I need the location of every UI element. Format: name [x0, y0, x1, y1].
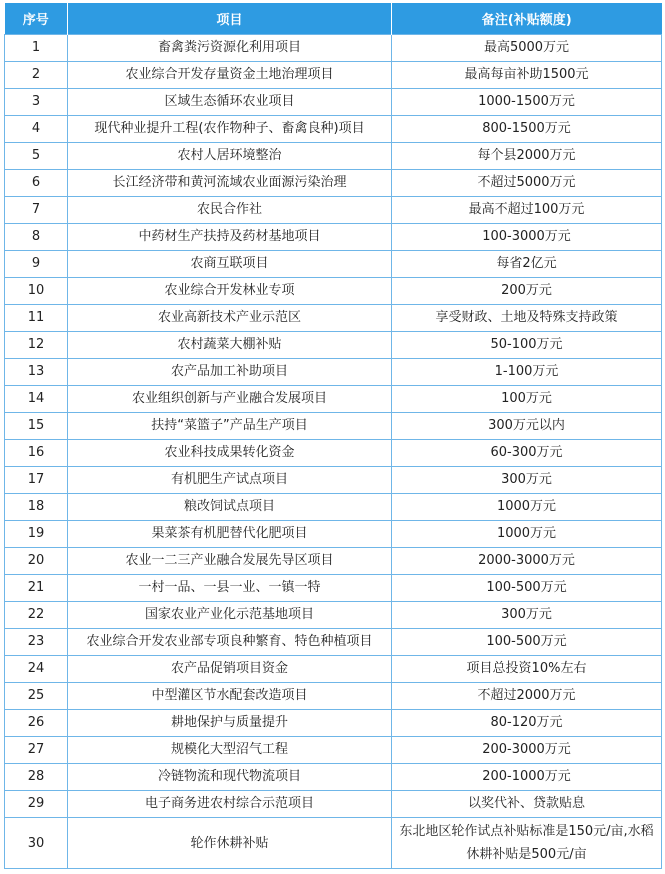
row-project: 农产品促销项目资金 [68, 656, 392, 683]
row-project: 国家农业产业化示范基地项目 [68, 602, 392, 629]
row-remark: 60-300万元 [392, 440, 662, 467]
table-row [5, 224, 662, 251]
row-remark: 1000-1500万元 [392, 89, 662, 116]
table-row [5, 89, 662, 116]
table-row [5, 440, 662, 467]
row-index: 2 [5, 62, 68, 89]
row-project: 农民合作社 [68, 197, 392, 224]
row-index: 29 [5, 791, 68, 818]
table-header [5, 3, 662, 35]
row-index: 22 [5, 602, 68, 629]
row-project: 农业组织创新与产业融合发展项目 [68, 386, 392, 413]
row-remark: 项目总投资10%左右 [392, 656, 662, 683]
row-project: 耕地保护与质量提升 [68, 710, 392, 737]
table-row [5, 305, 662, 332]
row-index: 23 [5, 629, 68, 656]
row-index: 10 [5, 278, 68, 305]
row-project: 一村一品、一县一业、一镇一特 [68, 575, 392, 602]
row-index: 4 [5, 116, 68, 143]
table-row [5, 764, 662, 791]
row-project: 农村蔬菜大棚补贴 [68, 332, 392, 359]
row-index: 11 [5, 305, 68, 332]
row-remark: 200万元 [392, 278, 662, 305]
row-remark: 1000万元 [392, 494, 662, 521]
table-row [5, 170, 662, 197]
table-row [5, 197, 662, 224]
table-row [5, 62, 662, 89]
table-row [5, 521, 662, 548]
row-project: 农业高新技术产业示范区 [68, 305, 392, 332]
table-row [5, 116, 662, 143]
row-project: 轮作休耕补贴 [68, 818, 392, 869]
row-remark: 最高5000万元 [392, 35, 662, 62]
table-row [5, 656, 662, 683]
row-index: 14 [5, 386, 68, 413]
row-remark: 300万元以内 [392, 413, 662, 440]
row-index: 19 [5, 521, 68, 548]
row-index: 6 [5, 170, 68, 197]
row-remark: 300万元 [392, 602, 662, 629]
row-index: 12 [5, 332, 68, 359]
row-project: 果菜茶有机肥替代化肥项目 [68, 521, 392, 548]
row-project: 扶持“菜篮子”产品生产项目 [68, 413, 392, 440]
row-index: 17 [5, 467, 68, 494]
row-remark: 2000-3000万元 [392, 548, 662, 575]
row-remark: 不超过2000万元 [392, 683, 662, 710]
table-row [5, 467, 662, 494]
row-project: 农业科技成果转化资金 [68, 440, 392, 467]
table-row [5, 251, 662, 278]
header-project: 项目 [68, 3, 392, 35]
row-remark: 每个县2000万元 [392, 143, 662, 170]
table-row [5, 35, 662, 62]
row-remark: 200-1000万元 [392, 764, 662, 791]
table-row [5, 575, 662, 602]
row-index: 15 [5, 413, 68, 440]
row-project: 区域生态循环农业项目 [68, 89, 392, 116]
table-row [5, 413, 662, 440]
row-index: 5 [5, 143, 68, 170]
subsidy-table [4, 3, 662, 869]
table-row [5, 332, 662, 359]
row-remark: 80-120万元 [392, 710, 662, 737]
row-remark: 不超过5000万元 [392, 170, 662, 197]
row-index: 27 [5, 737, 68, 764]
row-project: 农业综合开发林业专项 [68, 278, 392, 305]
row-project: 畜禽粪污资源化利用项目 [68, 35, 392, 62]
row-remark: 100-500万元 [392, 575, 662, 602]
row-index: 20 [5, 548, 68, 575]
table-row [5, 683, 662, 710]
row-project: 电子商务进农村综合示范项目 [68, 791, 392, 818]
row-remark: 200-3000万元 [392, 737, 662, 764]
row-index: 8 [5, 224, 68, 251]
row-project: 农业综合开发农业部专项良种繁育、特色种植项目 [68, 629, 392, 656]
table-row [5, 818, 662, 869]
row-remark: 1000万元 [392, 521, 662, 548]
row-index: 3 [5, 89, 68, 116]
row-project: 冷链物流和现代物流项目 [68, 764, 392, 791]
table-row [5, 710, 662, 737]
row-project: 农产品加工补助项目 [68, 359, 392, 386]
row-project: 农业一二三产业融合发展先导区项目 [68, 548, 392, 575]
row-remark: 享受财政、土地及特殊支持政策 [392, 305, 662, 332]
row-remark: 50-100万元 [392, 332, 662, 359]
row-index: 16 [5, 440, 68, 467]
row-remark: 最高不超过100万元 [392, 197, 662, 224]
row-project: 中型灌区节水配套改造项目 [68, 683, 392, 710]
table-body [5, 35, 662, 869]
row-index: 21 [5, 575, 68, 602]
table-row [5, 548, 662, 575]
row-remark: 每省2亿元 [392, 251, 662, 278]
row-project: 农商互联项目 [68, 251, 392, 278]
subsidy-table-container [4, 3, 661, 869]
table-row [5, 629, 662, 656]
table-row [5, 143, 662, 170]
table-row [5, 494, 662, 521]
row-remark: 100万元 [392, 386, 662, 413]
row-remark: 800-1500万元 [392, 116, 662, 143]
row-remark: 东北地区轮作试点补贴标准是150元/亩,水稻休耕补贴是500元/亩 [392, 818, 662, 869]
row-index: 28 [5, 764, 68, 791]
row-project: 粮改饲试点项目 [68, 494, 392, 521]
header-index: 序号 [5, 3, 68, 35]
table-row [5, 791, 662, 818]
row-remark: 300万元 [392, 467, 662, 494]
table-row [5, 278, 662, 305]
row-remark: 1-100万元 [392, 359, 662, 386]
row-index: 13 [5, 359, 68, 386]
row-index: 30 [5, 818, 68, 869]
row-index: 18 [5, 494, 68, 521]
table-row [5, 386, 662, 413]
row-project: 长江经济带和黄河流域农业面源污染治理 [68, 170, 392, 197]
table-row [5, 602, 662, 629]
row-index: 26 [5, 710, 68, 737]
table-row [5, 737, 662, 764]
row-remark: 100-500万元 [392, 629, 662, 656]
row-project: 有机肥生产试点项目 [68, 467, 392, 494]
row-index: 24 [5, 656, 68, 683]
row-project: 规模化大型沼气工程 [68, 737, 392, 764]
table-row [5, 359, 662, 386]
row-index: 9 [5, 251, 68, 278]
row-index: 1 [5, 35, 68, 62]
row-remark: 最高每亩补助1500元 [392, 62, 662, 89]
row-project: 农村人居环境整治 [68, 143, 392, 170]
row-remark: 100-3000万元 [392, 224, 662, 251]
header-row [5, 3, 662, 35]
row-project: 中药材生产扶持及药材基地项目 [68, 224, 392, 251]
row-index: 7 [5, 197, 68, 224]
header-remark: 备注(补贴额度) [392, 3, 662, 35]
row-remark: 以奖代补、贷款贴息 [392, 791, 662, 818]
row-index: 25 [5, 683, 68, 710]
row-project: 现代种业提升工程(农作物种子、畜禽良种)项目 [68, 116, 392, 143]
row-project: 农业综合开发存量资金土地治理项目 [68, 62, 392, 89]
